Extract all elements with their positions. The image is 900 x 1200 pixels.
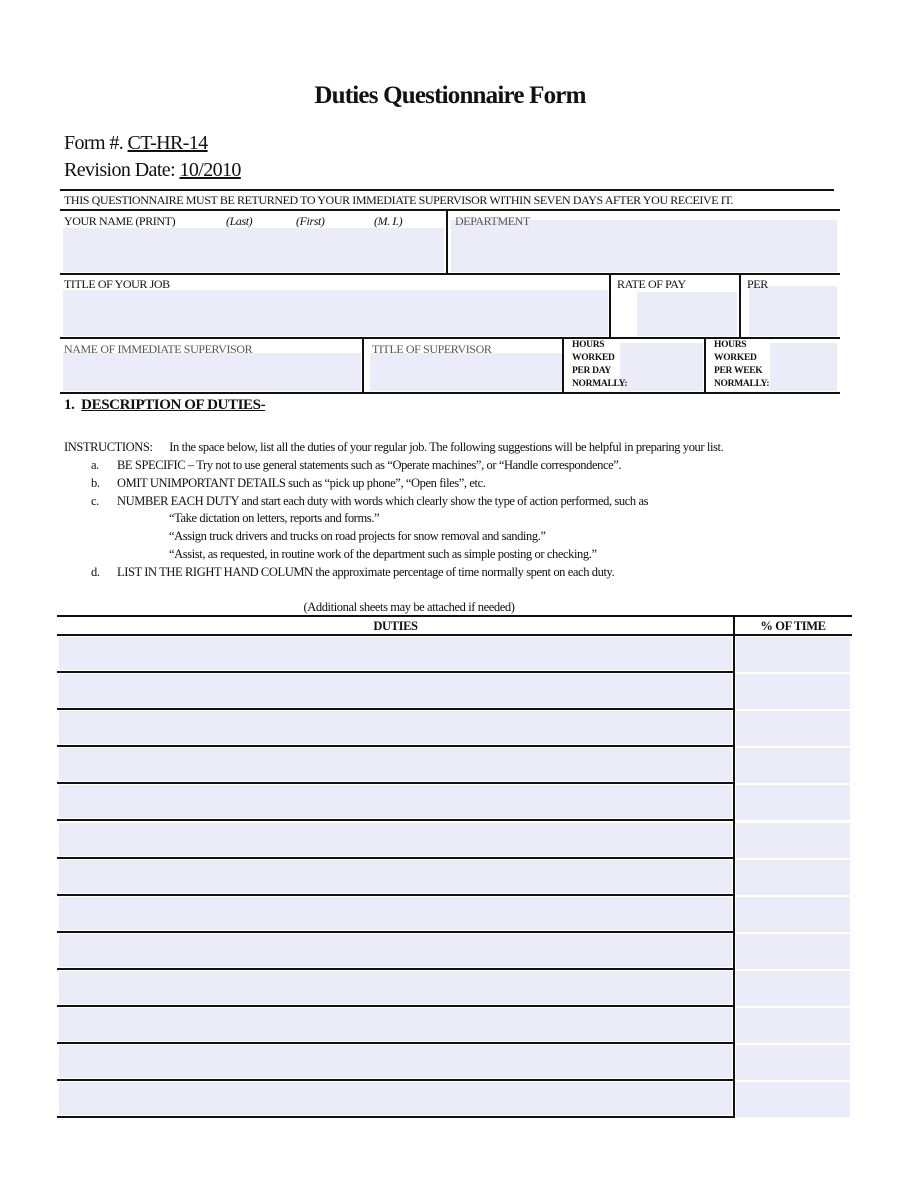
percent-time-input[interactable] (736, 1008, 850, 1043)
divider (446, 210, 448, 274)
item-text: such as “pick up phone”, “Open files”, etc. (285, 476, 486, 490)
department-label: DEPARTMENT (455, 214, 530, 228)
instruction-item (91, 565, 614, 580)
form-number-label: Form #. (64, 132, 124, 154)
item-letter: d. (91, 565, 100, 579)
percent-time-input[interactable] (736, 897, 850, 932)
percent-time-input[interactable] (736, 748, 850, 783)
divider (704, 339, 706, 393)
duty-input[interactable] (59, 785, 732, 818)
item-text: the approximate percentage of time normally spent on each duty. (312, 565, 615, 579)
rate-of-pay-label: RATE OF PAY (617, 277, 686, 291)
duty-input[interactable] (59, 934, 732, 967)
supervisor-title-field[interactable] (370, 353, 562, 391)
duty-input[interactable] (59, 1082, 732, 1115)
item-letter: a. (91, 458, 99, 472)
first-label: (First) (296, 214, 325, 228)
item-text: Try not to use general statements such as “Operate machines”, or “Handle correspondence”. (193, 458, 622, 472)
your-name-field[interactable] (63, 228, 444, 272)
duty-input[interactable] (59, 823, 732, 856)
duty-row (57, 822, 734, 859)
instruction-item (91, 476, 485, 491)
time-column-header: % OF TIME (760, 619, 826, 633)
divider (60, 392, 840, 394)
duty-input[interactable] (59, 897, 732, 930)
duty-row (57, 673, 734, 710)
duty-input[interactable] (59, 860, 732, 893)
divider (60, 209, 840, 211)
item-bold: LIST IN THE RIGHT HAND COLUMN (117, 565, 313, 579)
supervisor-name-label: NAME OF IMMEDIATE SUPERVISOR (64, 342, 253, 356)
hours-per-day-label (572, 339, 627, 391)
label-line: PER WEEK (714, 366, 763, 376)
divider (60, 189, 834, 191)
form-number (64, 132, 208, 155)
percent-time-input[interactable] (736, 971, 850, 1006)
duty-row (57, 747, 734, 784)
item-letter: b. (91, 476, 100, 490)
percent-time-input[interactable] (736, 934, 850, 969)
revision-date (64, 159, 241, 182)
duty-input[interactable] (59, 1008, 732, 1041)
item-text: and start each duty with words which clearly show the type of action performed, such as (238, 494, 649, 508)
example-text: “Assist, as requested, in routine work of the department such as simple posting or checking.” (169, 547, 597, 561)
duty-row (57, 896, 734, 933)
divider (60, 273, 840, 275)
duty-input[interactable] (59, 637, 732, 670)
duty-input[interactable] (59, 674, 732, 707)
duty-input[interactable] (59, 971, 732, 1004)
percent-time-input[interactable] (736, 860, 850, 895)
supervisor-title-label: TITLE OF SUPERVISOR (372, 342, 492, 356)
duty-row (57, 1081, 734, 1118)
instruction-item (91, 458, 621, 473)
label-line: WORKED (572, 353, 615, 363)
return-notice: THIS QUESTIONNAIRE MUST BE RETURNED TO YOUR IMMEDIATE SUPERVISOR WITHIN SEVEN DAYS AFTER YOU RECEIVE IT. (64, 193, 734, 207)
instruction-item (91, 494, 648, 509)
duty-input[interactable] (59, 711, 732, 744)
duty-row (57, 636, 734, 673)
mi-label: (M. I.) (374, 214, 403, 228)
hours-per-week-label (714, 339, 769, 391)
your-name-label: YOUR NAME (PRINT) (64, 214, 176, 228)
divider (562, 339, 564, 393)
percent-time-input[interactable] (736, 674, 850, 709)
duty-input[interactable] (59, 748, 732, 781)
duty-row (57, 1007, 734, 1044)
duty-row (57, 970, 734, 1007)
section-number: 1. (64, 397, 75, 413)
supervisor-name-field[interactable] (63, 353, 361, 391)
item-bold: NUMBER EACH DUTY (117, 494, 239, 508)
percent-time-input[interactable] (736, 785, 850, 820)
percent-time-input[interactable] (736, 637, 850, 672)
divider (362, 339, 364, 393)
per-label: PER (747, 277, 768, 291)
hours-per-day-field[interactable] (620, 343, 703, 391)
label-line: NORMALLY: (714, 379, 770, 389)
label-line: WORKED (714, 353, 757, 363)
rate-of-pay-field[interactable] (637, 292, 737, 336)
duty-row (57, 1044, 734, 1081)
job-title-label: TITLE OF YOUR JOB (64, 277, 170, 291)
hours-per-week-field[interactable] (770, 343, 837, 391)
revision-date-label: Revision Date: (64, 159, 176, 181)
last-label: (Last) (226, 214, 253, 228)
label-line: HOURS (572, 340, 605, 350)
duty-row (57, 784, 734, 821)
item-letter: c. (91, 494, 99, 508)
item-bold: OMIT UNIMPORTANT DETAILS (117, 476, 286, 490)
duties-column-header: DUTIES (373, 619, 418, 633)
percent-time-input[interactable] (736, 1082, 850, 1117)
divider (609, 274, 611, 338)
percent-time-input[interactable] (736, 711, 850, 746)
revision-date-value: 10/2010 (179, 159, 241, 181)
additional-sheets-note: (Additional sheets may be attached if needed) (303, 600, 515, 614)
instructions-intro (64, 440, 723, 455)
divider (739, 274, 741, 338)
label-line: NORMALLY: (572, 379, 628, 389)
section-title: DESCRIPTION OF DUTIES- (81, 397, 266, 413)
form-number-value: CT-HR-14 (127, 132, 208, 154)
duty-row (57, 933, 734, 970)
percent-time-input[interactable] (736, 823, 850, 858)
job-title-field[interactable] (63, 290, 608, 336)
label-line: PER DAY (572, 366, 611, 376)
section-heading (64, 397, 265, 414)
item-bold: BE SPECIFIC – (117, 458, 194, 472)
page-title: Duties Questionnaire Form (314, 82, 586, 109)
label-line: HOURS (714, 340, 747, 350)
instructions-text: In the space below, list all the duties of your regular job. The following suggestions will be helpful in preparing your list. (169, 440, 724, 454)
duty-row (57, 710, 734, 747)
example-text: “Take dictation on letters, reports and forms.” (169, 511, 380, 525)
per-field[interactable] (749, 286, 837, 336)
percent-time-input[interactable] (736, 1045, 850, 1080)
instructions-label: INSTRUCTIONS: (64, 440, 153, 454)
duty-input[interactable] (59, 1045, 732, 1078)
example-text: “Assign truck drivers and trucks on road projects for snow removal and sanding.” (169, 529, 546, 543)
duty-row (57, 859, 734, 896)
